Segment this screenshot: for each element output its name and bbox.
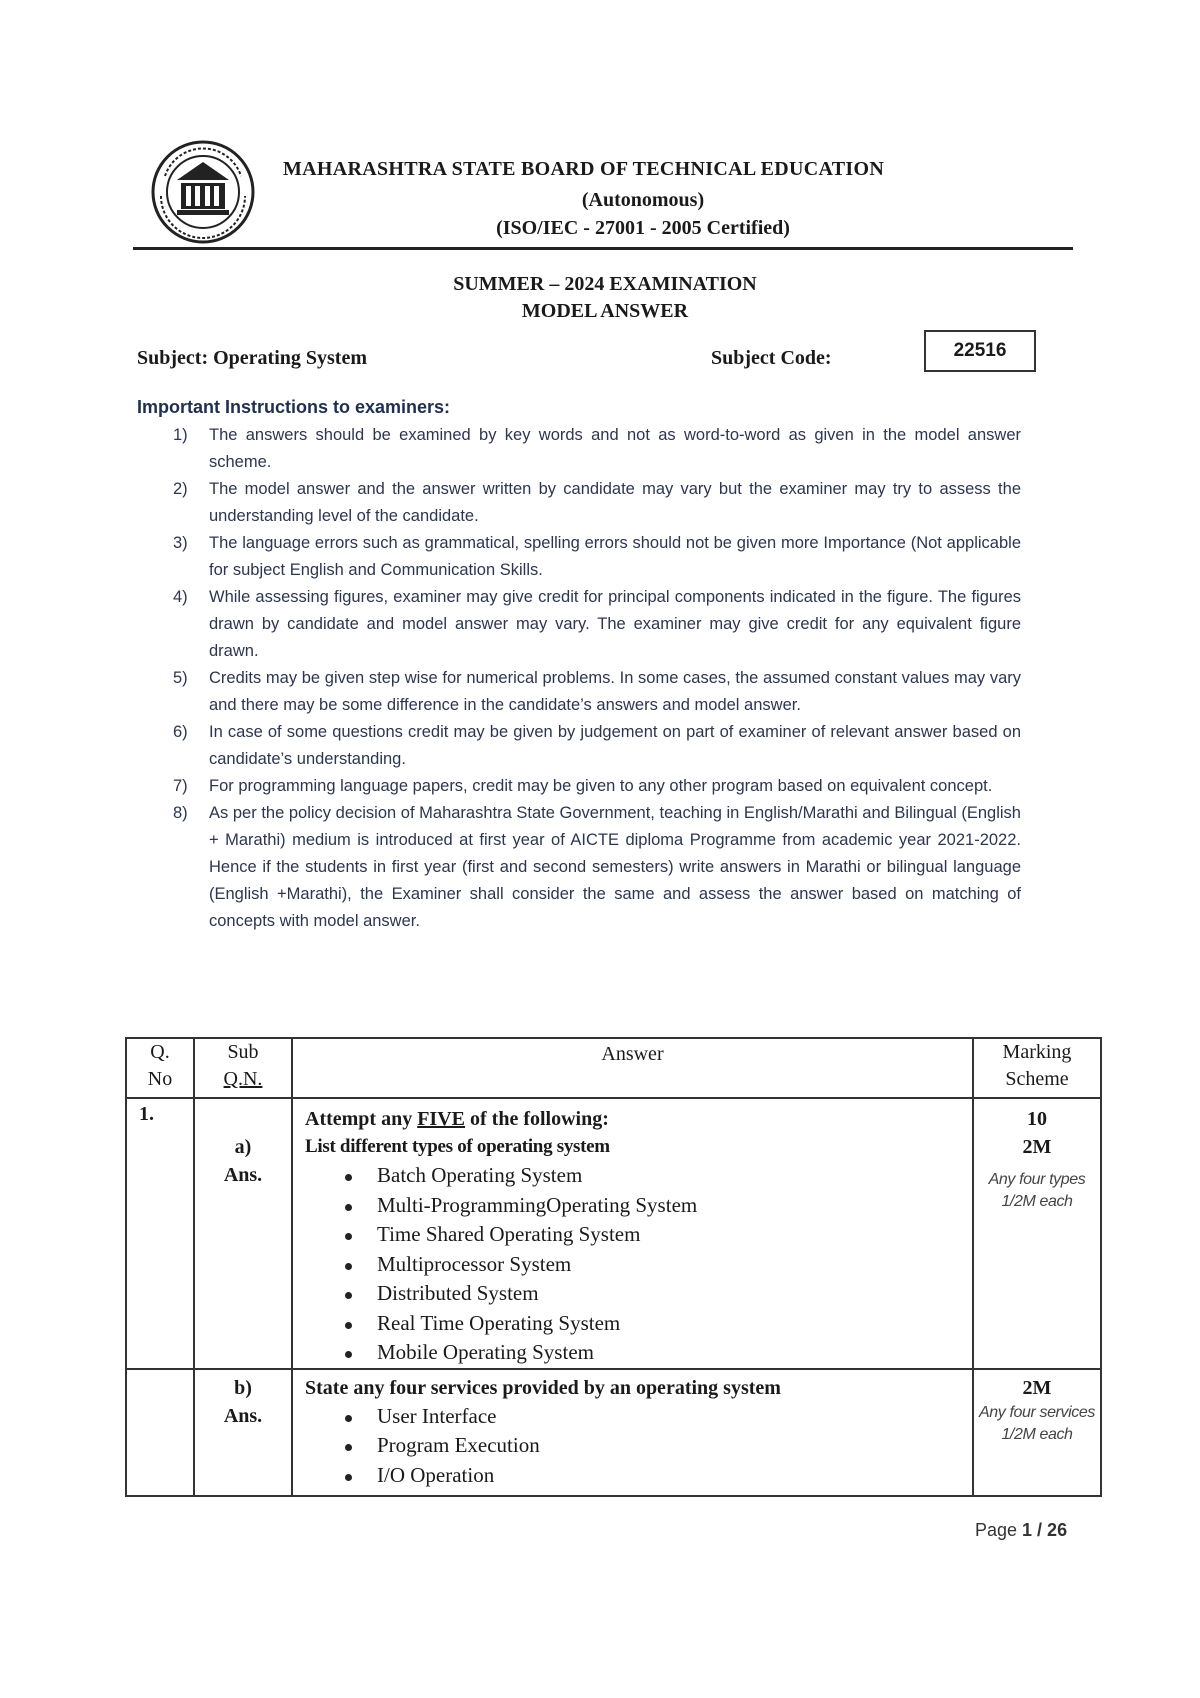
list-item: User Interface — [305, 1402, 962, 1432]
table-row — [126, 1098, 1101, 1369]
question-b-marks: 2M — [1022, 1376, 1052, 1399]
instruction-item: 5) Credits may be given step wise for numerical problems. In some cases, the assumed constant values may vary and there may be some difference in the candidate’s answers and model answer. — [173, 669, 1021, 714]
autonomous-label: (Autonomous) — [581, 189, 705, 211]
answer-cell-a — [292, 1098, 973, 1369]
marking-cell-b — [973, 1369, 1101, 1496]
board-name: MAHARASHTRA STATE BOARD OF TECHNICAL EDUCATION — [283, 158, 885, 180]
question-a-text: List different types of operating system — [305, 1136, 610, 1157]
answer-table — [125, 1037, 1102, 1497]
subject-code-label: Subject Code: — [711, 347, 832, 369]
answer-b-list — [305, 1402, 962, 1491]
iso-certification: (ISO/IEC - 27001 - 2005 Certified) — [496, 217, 790, 239]
sub-question-a: a) Ans. — [194, 1098, 292, 1369]
list-item: Time Shared Operating System — [305, 1220, 962, 1250]
table-header-row — [126, 1038, 1101, 1098]
marking-note-a: Any four types 1/2M each — [988, 1171, 1086, 1210]
table-row — [126, 1369, 1101, 1496]
header-answer: Answer — [292, 1038, 973, 1098]
marking-note-b: Any four services 1/2M each — [979, 1403, 1095, 1443]
instructions-list — [163, 422, 1021, 935]
list-item: Multi-ProgrammingOperating System — [305, 1191, 962, 1221]
header-q-no: Q. No — [126, 1038, 194, 1098]
header-divider — [133, 247, 1073, 250]
instruction-item: 7) For programming language papers, credit may be given to any other program based on equivalent concept. — [173, 777, 993, 795]
instruction-item: 6) In case of some questions credit may be given by judgement on part of examiner of relevant answer based on candidate’s understanding. — [173, 723, 1021, 768]
instruction-item: 8) As per the policy decision of Maharashtra State Government, teaching in English/Marathi and Bilingual (English + Marathi) medium is introduced at first year of AICTE diploma Programme from academic year 2021-2022. Hence if the students in first year (first and second semesters) write answers in Marathi or bilingual language (English +Marathi), the Examiner shall consider the same and assess the answer based on matching of concepts with model answer. — [173, 804, 1021, 930]
exam-title: SUMMER – 2024 EXAMINATION — [453, 273, 757, 295]
msbte-logo — [147, 136, 259, 248]
empty-q-cell — [126, 1369, 194, 1496]
instruction-item: 1) The answers should be examined by key words and not as word-to-word as given in the model answer scheme. — [173, 426, 1021, 471]
marking-cell-a — [973, 1098, 1101, 1369]
header-marking-scheme: Marking Scheme — [973, 1038, 1101, 1098]
instruction-item: 4) While assessing figures, examiner may give credit for principal components indicated in the figure. The figures drawn by candidate and model answer may vary. The examiner may give credit for any equivalent figure drawn. — [173, 588, 1021, 660]
list-item: Real Time Operating System — [305, 1309, 962, 1339]
instructions-title: Important Instructions to examiners: — [137, 397, 451, 417]
list-item: Mobile Operating System — [305, 1338, 962, 1368]
question-number: 1. — [126, 1098, 194, 1369]
list-item: Program Execution — [305, 1431, 962, 1461]
list-item: I/O Operation — [305, 1461, 962, 1491]
list-item: Batch Operating System — [305, 1161, 962, 1191]
answer-a-list — [305, 1161, 962, 1368]
question-heading: Attempt any FIVE of the following: — [305, 1108, 609, 1130]
instruction-item: 3) The language errors such as grammatical, spelling errors should not be given more Importance (Not applicable for subject English and Communication Skills. — [173, 534, 1021, 579]
answer-cell-b — [292, 1369, 973, 1496]
header-sub-qn: Sub Q.N. — [194, 1038, 292, 1098]
question-a-marks: 2M — [1022, 1136, 1052, 1158]
question-b-text: State any four services provided by an operating system — [305, 1376, 781, 1399]
page-number: Page 1 / 26 — [975, 1520, 1068, 1540]
subject-name: Subject: Operating System — [137, 347, 367, 369]
model-answer-title: MODEL ANSWER — [521, 300, 689, 322]
list-item: Distributed System — [305, 1279, 962, 1309]
instruction-item: 2) The model answer and the answer written by candidate may vary but the examiner may try to assess the understanding level of the candidate. — [173, 480, 1021, 525]
subject-code-box: 22516 — [924, 330, 1036, 372]
list-item: Multiprocessor System — [305, 1250, 962, 1280]
sub-question-b: b) Ans. — [194, 1369, 292, 1496]
total-marks: 10 — [1027, 1108, 1047, 1130]
